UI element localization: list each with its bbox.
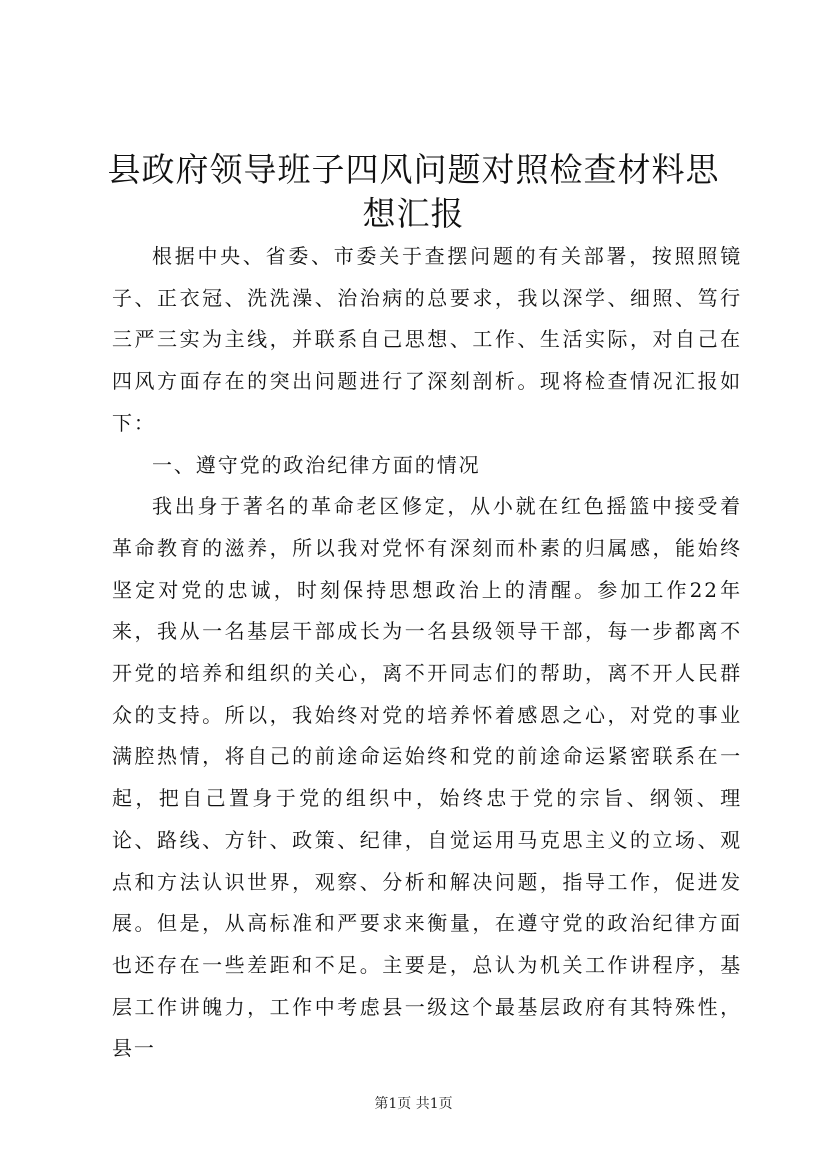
section-heading: 一、遵守党的政治纪律方面的情况: [152, 452, 481, 477]
document-title: 县政府领导班子四风问题对照检查材料思想汇报: [107, 150, 720, 233]
document-body: [112, 236, 742, 1070]
intro-paragraph: 根据中央、省委、市委关于查摆问题的有关部署，按照照镜子、正衣冠、洗洗澡、治治病的总要求，我以深学、细照、笃行三严三实为主线，并联系自己思想、工作、生活实际，对自己在四风方面存在的突出问题进行了深刻剖析。现将检查情况汇报如下：: [112, 244, 742, 435]
body-paragraph: 我出身于著名的革命老区修定，从小就在红色摇篮中接受着革命教育的滋养，所以我对党怀有深刻而朴素的归属感，能始终坚定对党的忠诚，时刻保持思想政治上的清醒。参加工作22年来，我从一名基层干部成长为一名县级领导干部，每一步都离不开党的培养和组织的关心，离不开同志们的帮助，离不开人民群众的支持。所以，我始终对党的培养怀着感恩之心，对党的事业满腔热情，将自己的前途命运始终和党的前途命运紧密联系在一起，把自己置身于党的组织中，始终忠于党的宗旨、纲领、理论、路线、方针、政策、纪律，自觉运用马克思主义的立场、观点和方法认识世界，观察、分析和解决问题，指导工作，促进发展。但是，从高标准和严要求来衡量，在遵守党的政治纪律方面也还存在一些差距和不足。主要是，总认为机关工作讲程序，基层工作讲魄力，工作中考虑县一级这个最基层政府有其特殊性，县一: [112, 494, 742, 1061]
page-footer: 第1页 共1页: [374, 1096, 453, 1112]
